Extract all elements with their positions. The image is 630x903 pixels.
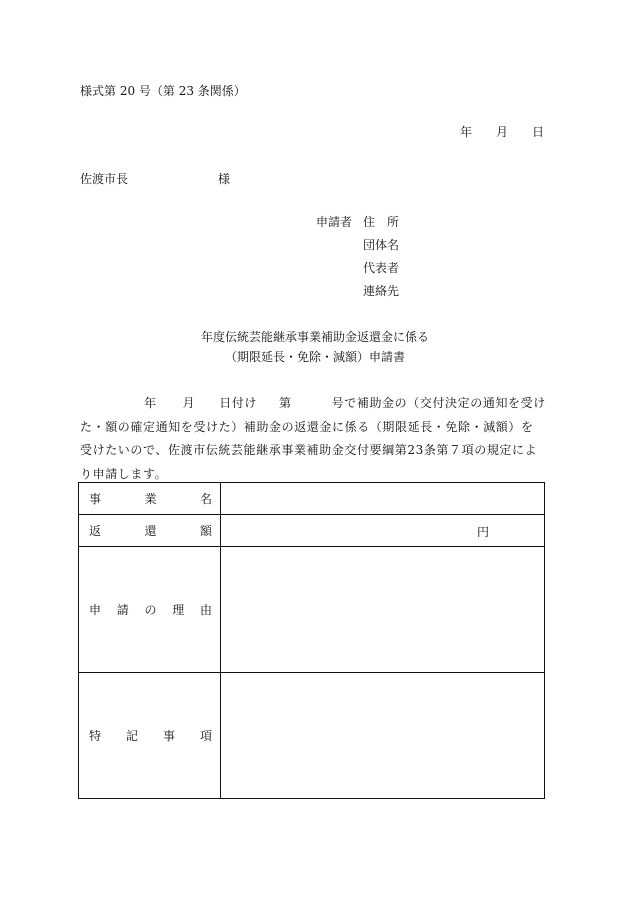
value-special-notes[interactable]	[221, 673, 545, 799]
table-row	[79, 483, 545, 515]
applicant-role-label: 申請者	[316, 215, 353, 229]
applicant-block	[316, 215, 423, 307]
application-table	[78, 482, 545, 799]
body-year: 年	[144, 396, 157, 410]
applicant-field-group-name: 団体名	[363, 238, 400, 252]
table-row	[79, 547, 545, 673]
label-project-name: 事 業 名	[79, 483, 221, 515]
date-year-label: 年	[460, 125, 473, 139]
form-number: 様式第 20 号（第 23 条関係）	[80, 84, 246, 98]
addressee-name: 佐渡市長	[80, 172, 129, 186]
label-refund-amount: 返 還 額	[79, 515, 221, 547]
addressee-honorific: 様	[217, 172, 230, 186]
table-row	[79, 673, 545, 799]
document-title-line1: 年度伝統芸能継承事業補助金返還金に係る	[200, 330, 429, 344]
document-title-line2: （期限延長・免除・減額）申請書	[224, 350, 405, 364]
addressee	[80, 170, 230, 187]
body-date-suffix: 日付け	[219, 396, 258, 410]
value-reason[interactable]	[221, 547, 545, 673]
applicant-field-address: 住 所	[363, 215, 400, 229]
applicant-field-representative: 代表者	[363, 261, 400, 275]
date-day-label: 日	[531, 125, 544, 139]
body-main-text: 号で補助金の（交付決定の通知を受けた・額の確定通知を受けた）補助金の返還金に係る（期限延長・免除・減額）を受けたいので、佐渡市伝統芸能継承事業補助金交付要綱第23条第７項の規定により申請します。	[80, 396, 546, 481]
yen-unit: 円	[477, 525, 490, 539]
label-special-notes: 特 記 事 項	[79, 673, 221, 799]
table-row	[79, 515, 545, 547]
body-number-prefix: 第	[279, 396, 292, 410]
date-line	[460, 123, 544, 140]
label-reason: 申 請 の 理 由	[79, 547, 221, 673]
date-month-label: 月	[495, 125, 508, 139]
applicant-field-contact: 連絡先	[363, 284, 400, 298]
body-paragraph	[80, 392, 546, 486]
value-refund-amount[interactable]	[221, 515, 545, 547]
value-project-name[interactable]	[221, 483, 545, 515]
body-month: 月	[182, 396, 196, 410]
